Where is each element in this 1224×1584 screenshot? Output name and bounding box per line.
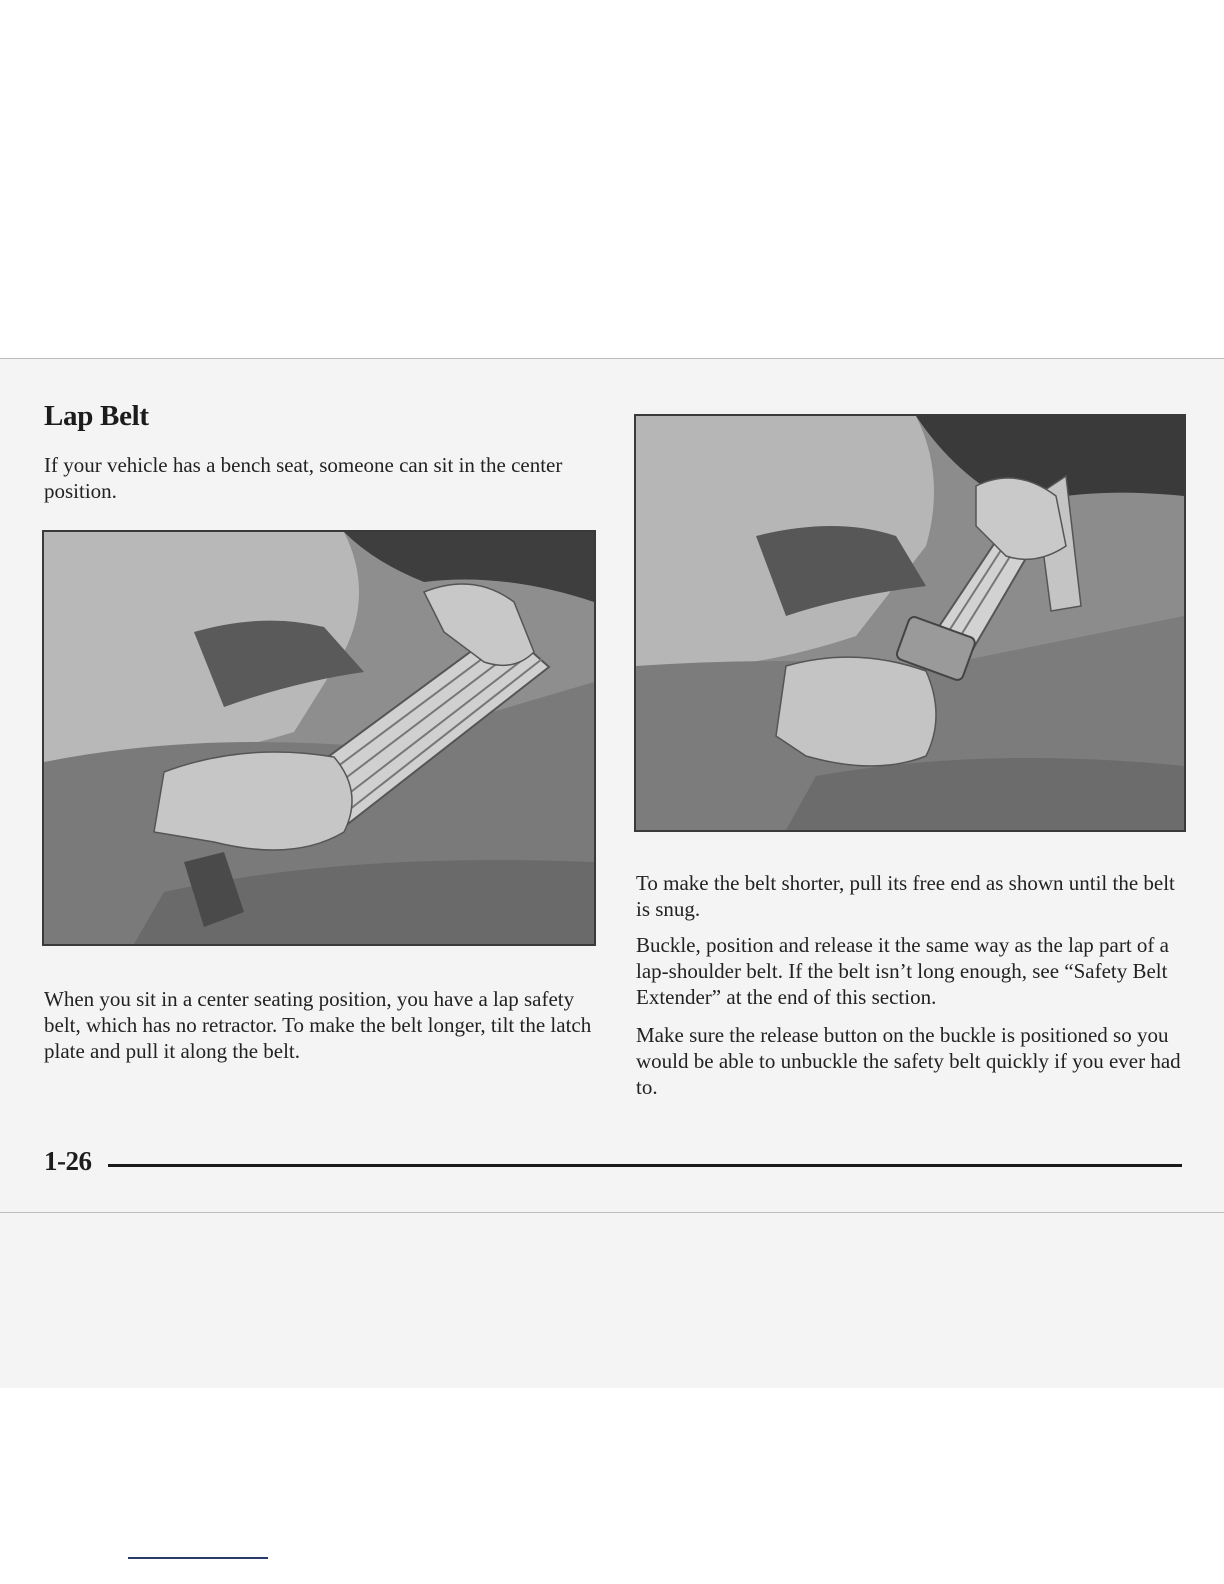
- shorten-belt-illustration: [634, 414, 1186, 832]
- buckle-instructions: Buckle, position and release it the same way as the lap part of a lap-shoulder belt. If the belt isn’t long enough, see “Safety Belt Extender” at the end of this section.: [636, 933, 1169, 1009]
- bottom-link-underline: [128, 1557, 268, 1559]
- bottom-edge-line: [0, 1212, 1224, 1213]
- shorten-lap-belt-illustration-icon: [636, 416, 1184, 830]
- release-button-instructions: Make sure the release button on the buckle is positioned so you would be able to unbuckle the safety belt quickly if you ever had to.: [636, 1023, 1181, 1099]
- shorten-instructions: To make the belt shorter, pull its free end as shown until the belt is snug.: [636, 871, 1175, 921]
- lengthen-belt-illustration: [42, 530, 596, 946]
- footer-rule: [108, 1164, 1182, 1167]
- section-title: Lap Belt: [44, 400, 149, 432]
- page-number: 1-26: [44, 1146, 92, 1176]
- lengthen-instructions: When you sit in a center seating position, you have a lap safety belt, which has no retractor. To make the belt longer, tilt the latch plate and pull it along the belt.: [44, 987, 592, 1063]
- intro-paragraph: If your vehicle has a bench seat, someone can sit in the center position.: [44, 453, 563, 503]
- top-edge-line: [0, 358, 1224, 359]
- lengthen-lap-belt-illustration-icon: [44, 532, 594, 944]
